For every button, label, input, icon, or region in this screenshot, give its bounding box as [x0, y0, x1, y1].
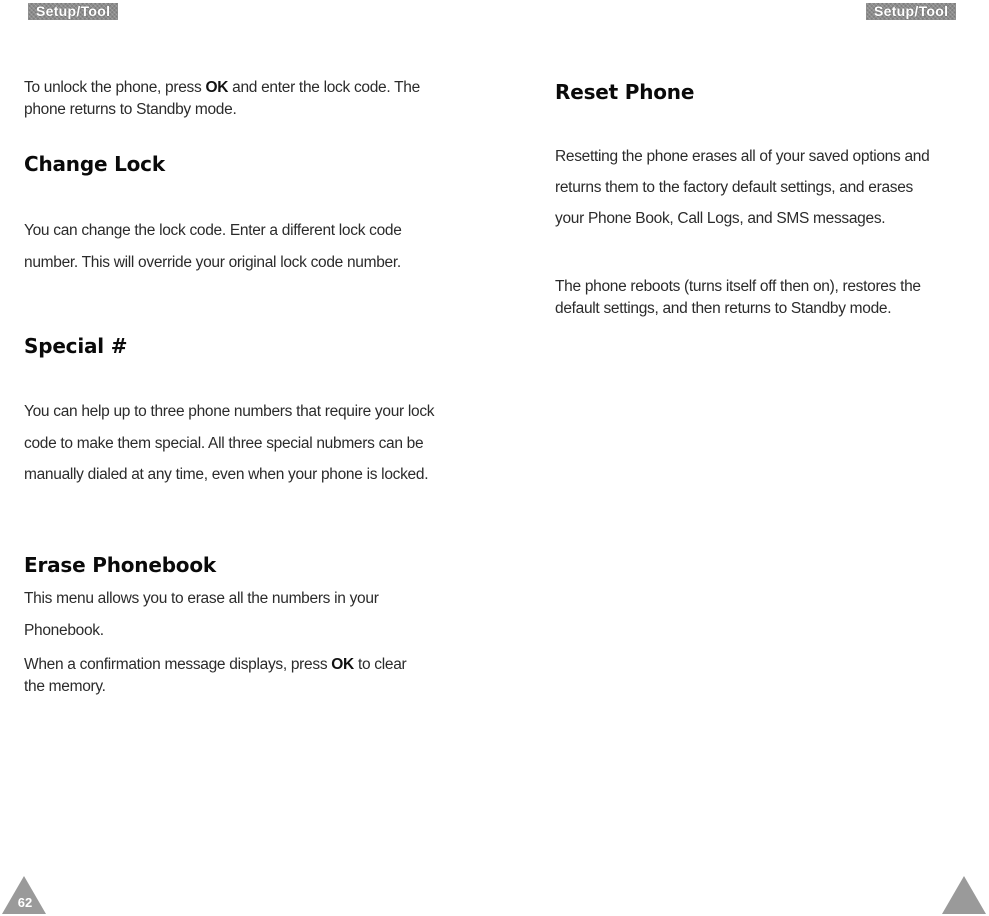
change-lock-heading: Change Lock — [24, 152, 165, 176]
erase-phonebook-paragraph: This menu allows you to erase all the numbers in your Phonebook. — [24, 590, 379, 639]
erase-phonebook-heading: Erase Phonebook — [24, 553, 216, 577]
page-number: 62 — [17, 895, 33, 910]
section-tab-right: Setup/Tool — [866, 3, 956, 20]
change-lock-paragraph: You can change the lock code. Enter a different lock code number. This will override your original lock code number. — [24, 222, 402, 271]
ok-key-label: OK — [205, 79, 229, 96]
reset-phone-heading: Reset Phone — [555, 80, 695, 104]
reset-phone-paragraph: Resetting the phone erases all of your saved options and returns them to the factory default settings, and erases your Phone Book, Call Logs, and SMS messages. — [555, 148, 930, 227]
special-heading: Special # — [24, 334, 128, 358]
unlock-paragraph: To unlock the phone, press OK and enter the lock code. The phone returns to Standby mode. — [24, 79, 420, 118]
section-tab-left: Setup/Tool — [28, 3, 118, 20]
special-paragraph: You can help up to three phone numbers that require your lock code to make them special. All three special nubmers can be manually dialed at any time, even when your phone is locked. — [24, 403, 435, 483]
erase-confirm-paragraph: When a confirmation message displays, press OK to clear the memory. — [24, 656, 407, 695]
ok-key-label: OK — [331, 656, 354, 673]
reset-phone-reboot-paragraph: The phone reboots (turns itself off then on), restores the default settings, and then returns to Standby mode. — [555, 278, 921, 317]
page-corner-triangle-right — [942, 876, 986, 914]
